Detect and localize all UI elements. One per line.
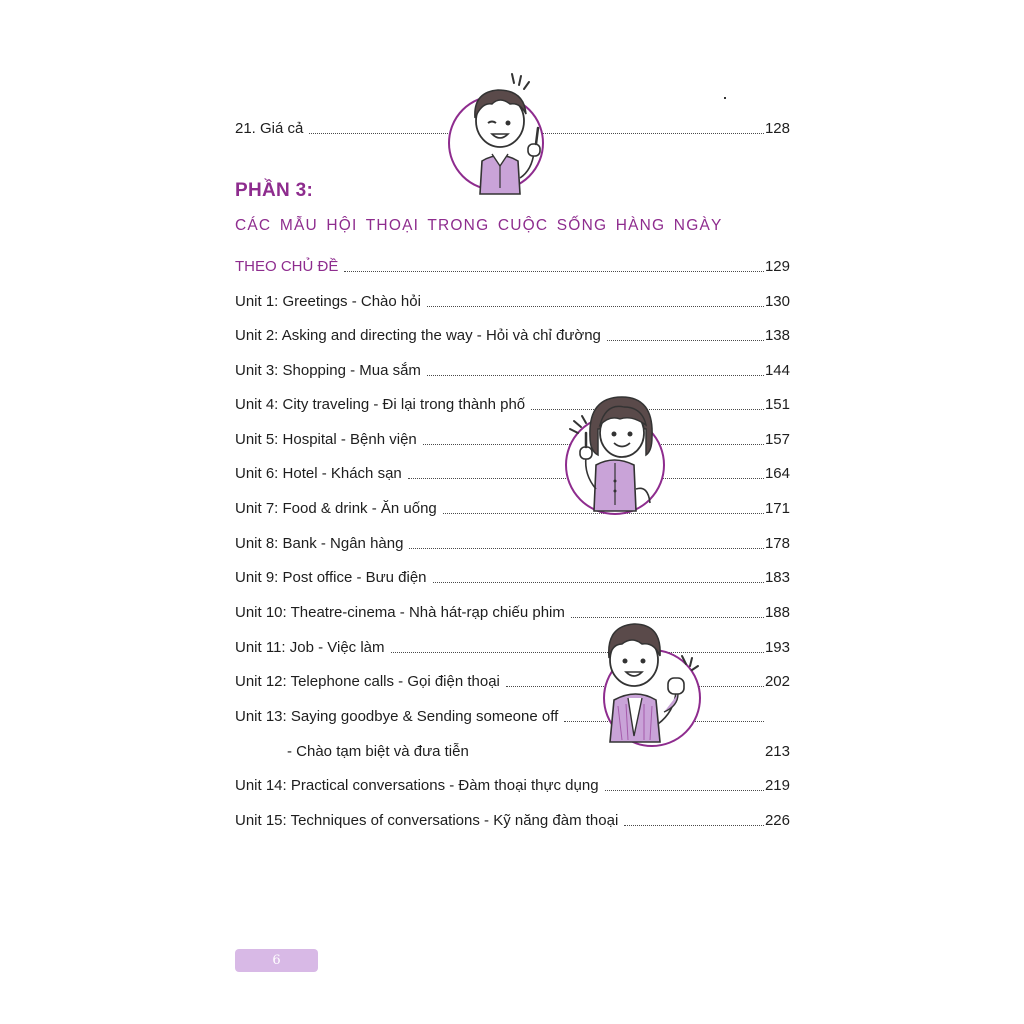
toc-entry-page: 128 xyxy=(764,120,790,137)
stray-dot xyxy=(724,97,726,99)
toc-entry-unit-12 xyxy=(235,665,790,691)
toc-entry-label: Unit 10: Theatre-cinema - Nhà hát-rạp chiếu phim xyxy=(235,604,565,621)
toc-entry-unit-15 xyxy=(235,804,790,830)
toc-entry-label: Unit 5: Hospital - Bệnh viện xyxy=(235,431,417,448)
toc-entry-unit-2 xyxy=(235,319,790,345)
toc-entry-unit-14 xyxy=(235,769,790,795)
toc-entry-page: 164 xyxy=(764,465,790,482)
toc-entry-page: 129 xyxy=(764,258,790,275)
dot-leader xyxy=(427,306,764,307)
toc-entry-page: 138 xyxy=(764,327,790,344)
page-number: 6 xyxy=(272,953,281,968)
toc-entry-label: - Chào tạm biệt và đưa tiễn xyxy=(287,743,469,760)
toc-entry-unit-8 xyxy=(235,527,790,553)
toc-entry-label: Unit 11: Job - Việc làm xyxy=(235,639,385,656)
toc-entry-page: 178 xyxy=(764,535,790,552)
boy-raising-fist-illustration xyxy=(594,616,706,746)
toc-entry-page: 188 xyxy=(764,604,790,621)
toc-entry-page: 226 xyxy=(764,812,790,829)
toc-entry-page: 151 xyxy=(764,396,790,413)
toc-entry-page: 183 xyxy=(764,569,790,586)
toc-entry-part3 xyxy=(235,250,790,276)
boy-winking-illustration xyxy=(440,66,560,196)
girl-smiling-illustration xyxy=(560,385,670,515)
toc-entry-label: Unit 3: Shopping - Mua sắm xyxy=(235,362,421,379)
part-heading: PHẦN 3: xyxy=(235,180,314,201)
toc-entry-label: Unit 15: Techniques of conversations - Kỹ năng đàm thoại xyxy=(235,812,619,829)
toc-entry-label: Unit 14: Practical conversations - Đàm thoại thực dụng xyxy=(235,777,599,794)
dot-leader xyxy=(607,340,764,341)
toc-entry-page: 219 xyxy=(764,777,790,794)
toc-entry-unit-7 xyxy=(235,492,790,518)
toc-entry-page: 171 xyxy=(764,500,790,517)
toc-entry-label: Unit 12: Telephone calls - Gọi điện thoại xyxy=(235,673,500,690)
toc-entry-label: THEO CHỦ ĐỀ xyxy=(235,258,339,275)
toc-entry-unit-6 xyxy=(235,457,790,483)
dot-leader xyxy=(391,652,764,653)
toc-entry-unit-5 xyxy=(235,423,790,449)
toc-entry-label: Unit 1: Greetings - Chào hỏi xyxy=(235,293,421,310)
toc-entry-page: 130 xyxy=(764,293,790,310)
toc-entry-page: 202 xyxy=(764,673,790,690)
toc-entry-unit-11 xyxy=(235,631,790,657)
toc-entry-label: Unit 6: Hotel - Khách sạn xyxy=(235,465,402,482)
toc-entry-page: 144 xyxy=(764,362,790,379)
dot-leader xyxy=(344,271,764,272)
toc-entry-label: 21. Giá cả xyxy=(235,120,304,137)
toc-entry-unit-10 xyxy=(235,596,790,622)
toc-entry-label: Unit 4: City traveling - Đi lại trong thành phố xyxy=(235,396,526,413)
dot-leader xyxy=(605,790,764,791)
dot-leader xyxy=(433,582,764,583)
page-number-badge xyxy=(235,949,318,972)
toc-entry-label: Unit 7: Food & drink - Ăn uống xyxy=(235,500,437,517)
dot-leader xyxy=(409,548,764,549)
part-subtitle: CÁC MẪU HỘI THOẠI TRONG CUỘC SỐNG HÀNG NGÀY xyxy=(235,217,723,234)
dot-leader xyxy=(427,375,764,376)
toc-entry-label: Unit 13: Saying goodbye & Sending someone off xyxy=(235,708,559,725)
toc-entry-unit-13-continued xyxy=(235,735,790,761)
toc-entry-page: 157 xyxy=(764,431,790,448)
toc-entry-unit-4 xyxy=(235,388,790,414)
toc-entry-page: 213 xyxy=(764,743,790,760)
toc-entry-page: 193 xyxy=(764,639,790,656)
toc-entry-unit-3 xyxy=(235,354,790,380)
dot-leader xyxy=(624,825,764,826)
toc-entry-label: Unit 2: Asking and directing the way - Hỏi và chỉ đường xyxy=(235,327,601,344)
toc-entry-label: Unit 8: Bank - Ngân hàng xyxy=(235,535,404,552)
toc-entry-unit-9 xyxy=(235,561,790,587)
toc-entry-label: Unit 9: Post office - Bưu điện xyxy=(235,569,427,586)
toc-entry-unit-1 xyxy=(235,285,790,311)
